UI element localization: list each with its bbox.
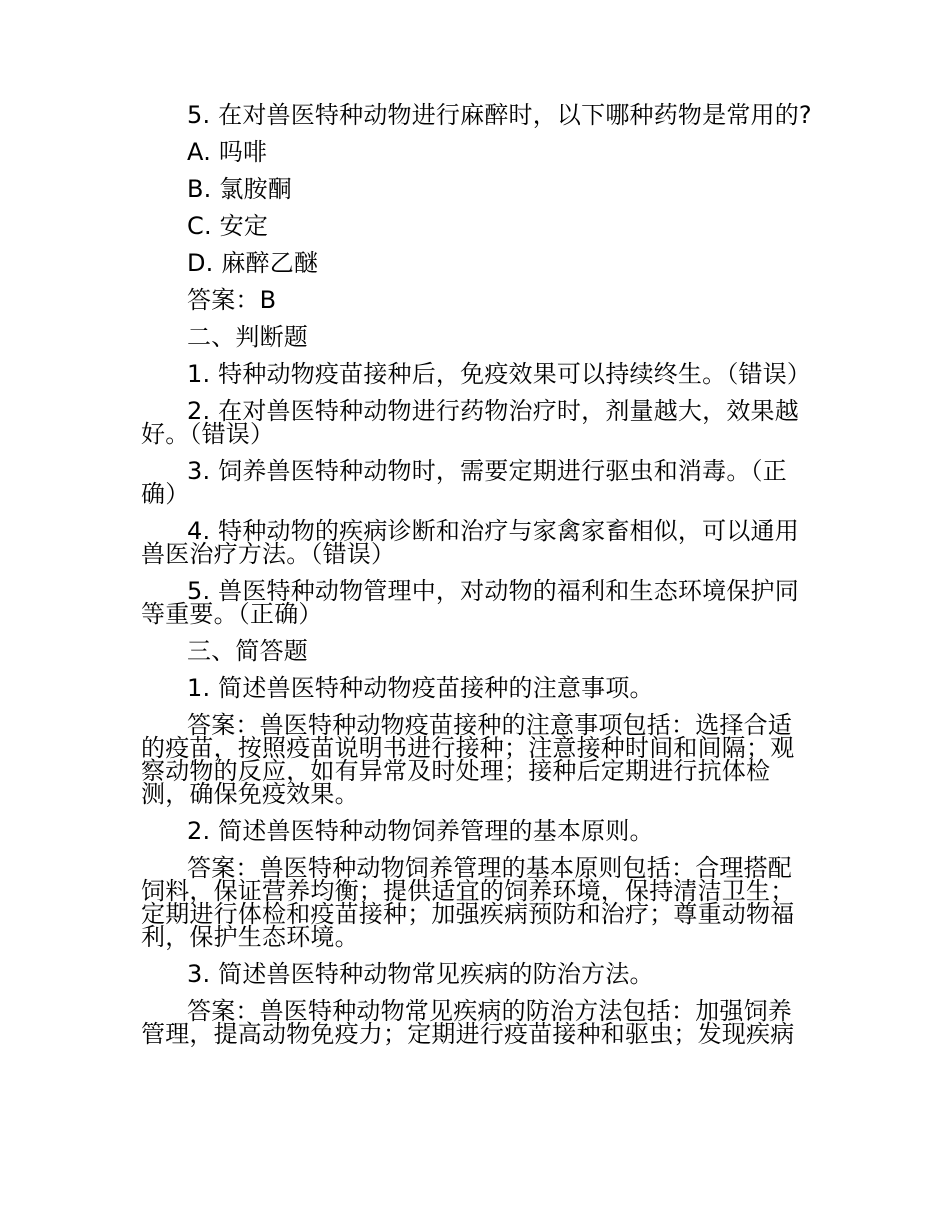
judgment-item-3: 3. 饲养兽医特种动物时，需要定期进行驱虫和消毒。（正确） <box>141 457 787 508</box>
short-answer-answer-1: 答案：兽医特种动物疫苗接种的注意事项包括：选择合适的疫苗，按照疫苗说明书进行接种；注意接种时间和间隔；观察动物的反应，如有异常及时处理；接种后定期进行抗体检测，确保免疫效果。 <box>141 711 795 808</box>
answer-q5: 答案：B <box>187 286 277 314</box>
judgment-item-1: 1. 特种动物疫苗接种后，免疫效果可以持续终生。（错误） <box>187 360 812 388</box>
judgment-item-2: 2. 在对兽医特种动物进行药物治疗时，剂量越大，效果越好。（错误） <box>141 397 799 448</box>
short-answer-question-1: 1. 简述兽医特种动物疫苗接种的注意事项。 <box>187 674 654 702</box>
short-answer-question-2: 2. 简述兽医特种动物饲养管理的基本原则。 <box>187 817 654 845</box>
question-5-stem: 5. 在对兽医特种动物进行麻醉时，以下哪种药物是常用的? <box>187 101 812 129</box>
section-heading-true-false: 二、判断题 <box>187 323 308 351</box>
short-answer-question-3: 3. 简述兽医特种动物常见疾病的防治方法。 <box>187 960 654 988</box>
judgment-item-5: 5. 兽医特种动物管理中，对动物的福利和生态环境保护同等重要。（正确） <box>141 577 799 628</box>
option-a: A. 吗啡 <box>187 138 268 166</box>
option-c: C. 安定 <box>187 212 269 240</box>
short-answer-answer-3: 答案：兽医特种动物常见疾病的防治方法包括：加强饲养管理，提高动物免疫力；定期进行疫苗接种和驱虫；发现疾病 <box>141 997 795 1048</box>
short-answer-answer-2: 答案：兽医特种动物饲养管理的基本原则包括：合理搭配饲料，保证营养均衡；提供适宜的饲养环境，保持清洁卫生；定期进行体检和疫苗接种；加强疾病预防和治疗；尊重动物福利，保护生态环境。 <box>141 854 795 951</box>
judgment-item-4: 4. 特种动物的疾病诊断和治疗与家禽家畜相似，可以通用兽医治疗方法。（错误） <box>141 517 799 568</box>
document-page <box>141 101 813 1060</box>
section-heading-short-answer: 三、简答题 <box>187 637 308 665</box>
option-b: B. 氯胺酮 <box>187 175 292 203</box>
option-d: D. 麻醉乙醚 <box>187 249 319 277</box>
